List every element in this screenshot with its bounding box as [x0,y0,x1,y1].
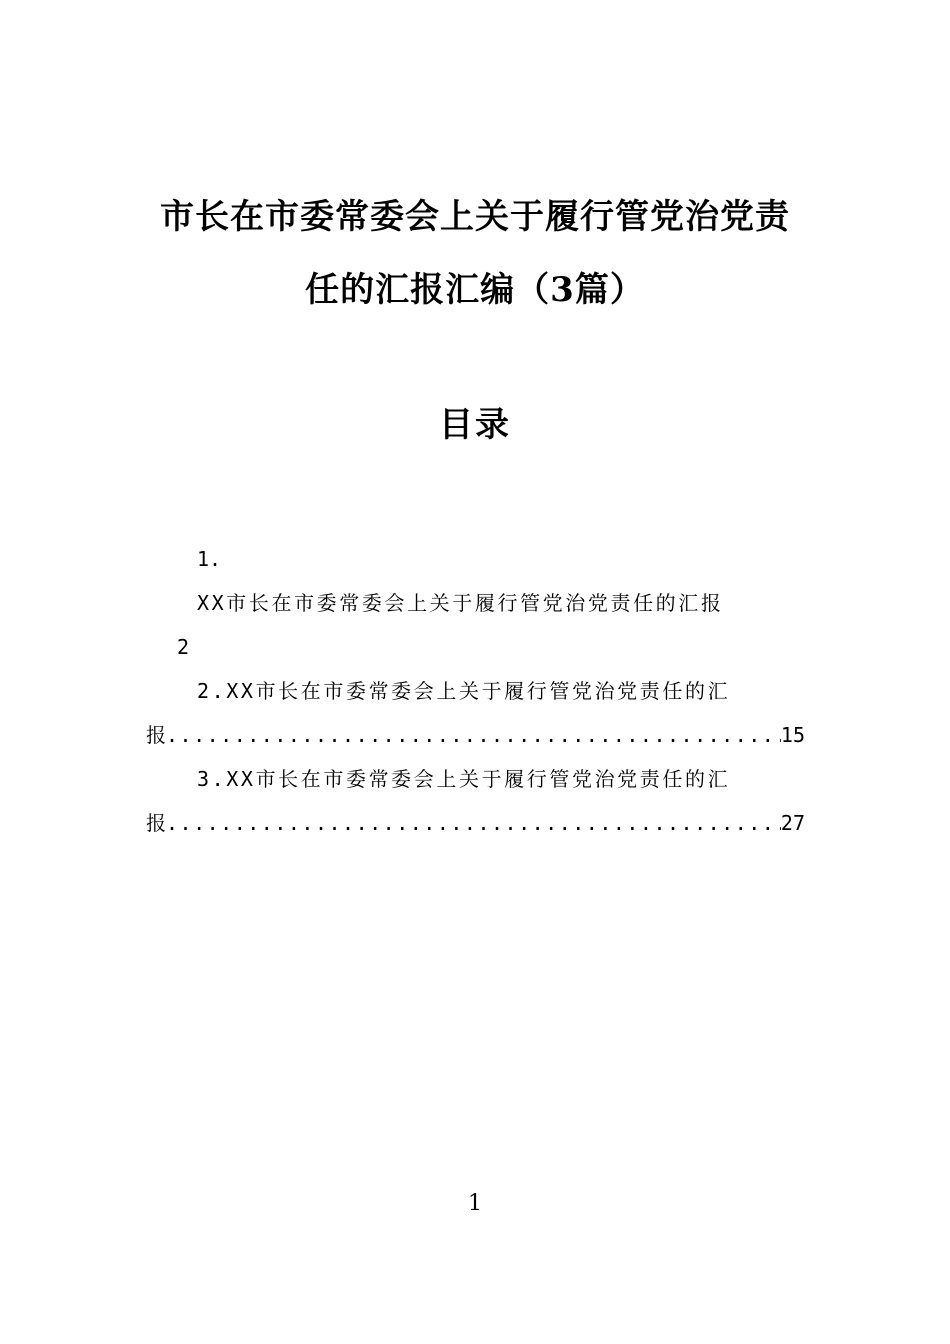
toc-entry-2-continuation: 报 [146,723,166,747]
document-title-line-2: 任的汇报汇编（3篇） [305,270,645,310]
toc-entry-2-leader-row[interactable] [146,722,805,748]
page-number: 1 [468,1191,482,1216]
toc-entry-3-title[interactable]: 3.XX市长在市委常委会上关于履行管党治党责任的汇 [197,767,731,791]
document-title-line-1: 市长在市委常委会上关于履行管党治党责 [160,197,790,237]
toc-entry-1-number[interactable]: 1. [197,547,222,571]
toc-entry-3-page: 27 [780,811,805,835]
toc-entry-2-page: 15 [780,723,805,747]
toc-entry-1-page[interactable]: 2 [177,635,190,659]
toc-entry-3-dot-leader [166,810,781,836]
toc-entry-2-title[interactable]: 2.XX市长在市委常委会上关于履行管党治党责任的汇 [197,679,731,703]
toc-heading: 目录 [439,405,511,445]
toc-entry-3-continuation: 报 [146,811,166,835]
toc-entry-2-dot-leader [166,722,781,748]
toc-entry-3-leader-row[interactable] [146,810,805,836]
toc-entry-1-title[interactable]: XX市长在市委常委会上关于履行管党治党责任的汇报 [197,591,724,615]
